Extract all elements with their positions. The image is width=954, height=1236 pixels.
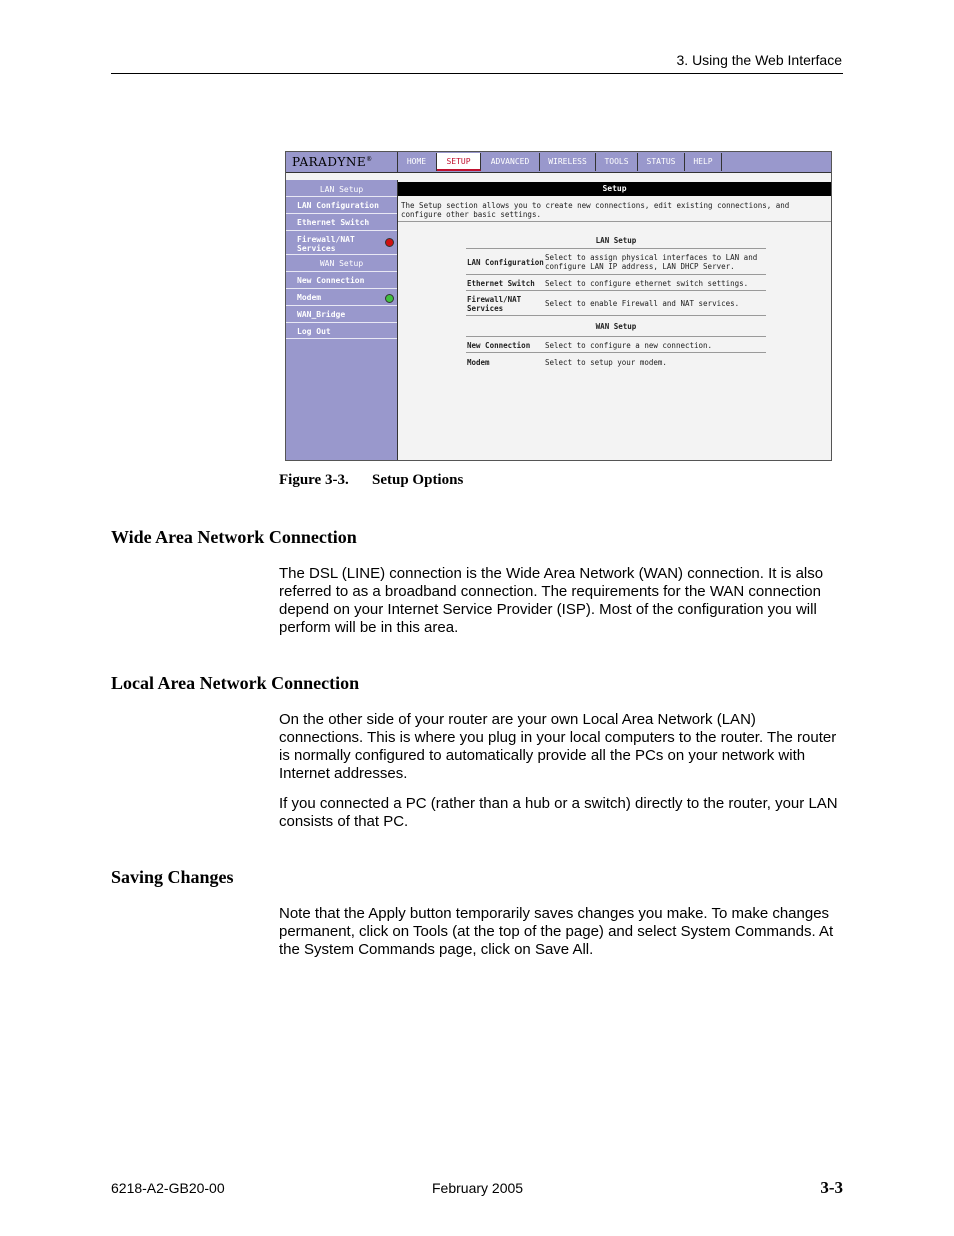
lan-setup-title: LAN Setup (595, 236, 637, 245)
row-desc-new-connection: Select to configure a new connection. (545, 341, 713, 350)
section-heading-saving: Saving Changes (111, 867, 234, 887)
tab-status[interactable]: STATUS (638, 153, 685, 171)
tab-setup[interactable]: SETUP (437, 153, 481, 171)
sidebar-item-label: Modem (297, 293, 322, 302)
content-intro: The Setup section allows you to create new connections, edit existing connections, and configure other basic settings. (401, 201, 790, 219)
paragraph-lan-2: If you connected a PC (rather than a hub or a switch) directly to the router, your LAN consists of that PC. (279, 795, 838, 830)
divider (466, 336, 766, 337)
section-heading-wan: Wide Area Network Connection (111, 527, 357, 547)
content-title: Setup (398, 182, 831, 196)
sidebar-item-ethernet-switch[interactable]: Ethernet Switch (286, 215, 397, 231)
tab-help[interactable]: HELP (685, 153, 722, 171)
tab-tools[interactable]: TOOLS (596, 153, 638, 171)
sidebar (286, 180, 398, 460)
page-number: 3-3 (820, 1178, 843, 1197)
divider (466, 290, 766, 291)
logo-box (286, 152, 398, 172)
row-desc-modem: Select to setup your modem. (545, 358, 667, 367)
sidebar-item-firewall-nat[interactable] (286, 232, 397, 255)
row-name-ethernet-switch[interactable]: Ethernet Switch (467, 279, 535, 288)
setup-screenshot (285, 151, 832, 461)
status-green-dot-icon (385, 294, 394, 303)
divider (466, 274, 766, 275)
divider (466, 248, 766, 249)
section-heading-lan: Local Area Network Connection (111, 673, 360, 693)
row-name-new-connection[interactable]: New Connection (467, 341, 531, 350)
figure-title: Setup Options (372, 472, 464, 488)
figure-number: Figure 3-3. (279, 472, 349, 488)
sidebar-heading-lan-setup: LAN Setup (286, 182, 397, 197)
sidebar-item-log-out[interactable]: Log Out (286, 324, 397, 339)
sidebar-item-new-connection[interactable]: New Connection (286, 273, 397, 289)
status-red-dot-icon (385, 238, 394, 247)
divider (466, 352, 766, 353)
row-name-lan-configuration[interactable]: LAN Configuration (467, 258, 544, 267)
sidebar-item-modem[interactable] (286, 290, 397, 306)
wan-setup-title: WAN Setup (595, 322, 637, 331)
row-desc-firewall-nat: Select to enable Firewall and NAT services. (545, 299, 740, 308)
tab-advanced[interactable]: ADVANCED (481, 153, 540, 171)
paradyne-logo: PARADYNE® (292, 155, 373, 169)
tab-wireless[interactable]: WIRELESS (540, 153, 596, 171)
sidebar-item-wan-bridge[interactable]: WAN_Bridge (286, 307, 397, 323)
paragraph-lan-1: On the other side of your router are your own Local Area Network (LAN) connections. This is where you plug in your local computers to the router. The router is normally configured to automatically provide all the PCs on your network with Internet addresses. (279, 711, 837, 782)
running-head: 3. Using the Web Interface (676, 52, 842, 68)
paragraph-saving: Note that the Apply button temporarily saves changes you make. To make changes permanent, click on Tools (at the top of the page) and select System Commands. At the System Commands page, click on Save All. (279, 905, 834, 958)
sidebar-heading-wan-setup: WAN Setup (286, 256, 397, 272)
row-desc-ethernet-switch: Select to configure ethernet switch settings. (545, 279, 749, 288)
row-name-firewall-nat[interactable]: Firewall/NAT Services (467, 295, 522, 313)
divider (466, 315, 766, 316)
nav-tabs (397, 152, 722, 172)
paragraph-wan: The DSL (LINE) connection is the Wide Area Network (WAN) connection. It is also referred to as a broadband connection. The requirements for the WAN connection depend on your Internet Service Provider (ISP). Most of the configuration you will perform will be in this area. (279, 565, 824, 636)
footer-doc-id: 6218-A2-GB20-00 (111, 1180, 225, 1196)
content-divider (398, 221, 831, 222)
row-desc-lan-configuration: Select to assign physical interfaces to LAN and configure LAN IP address, LAN DHCP Server. (545, 253, 758, 271)
sidebar-item-label: Firewall/NAT Services (297, 235, 355, 253)
figure-caption (279, 472, 463, 489)
row-name-modem[interactable]: Modem (467, 358, 490, 367)
tab-home[interactable]: HOME (397, 153, 437, 171)
sidebar-item-lan-configuration[interactable]: LAN Configuration (286, 198, 397, 214)
header-rule (111, 73, 843, 74)
footer-date: February 2005 (432, 1180, 524, 1196)
